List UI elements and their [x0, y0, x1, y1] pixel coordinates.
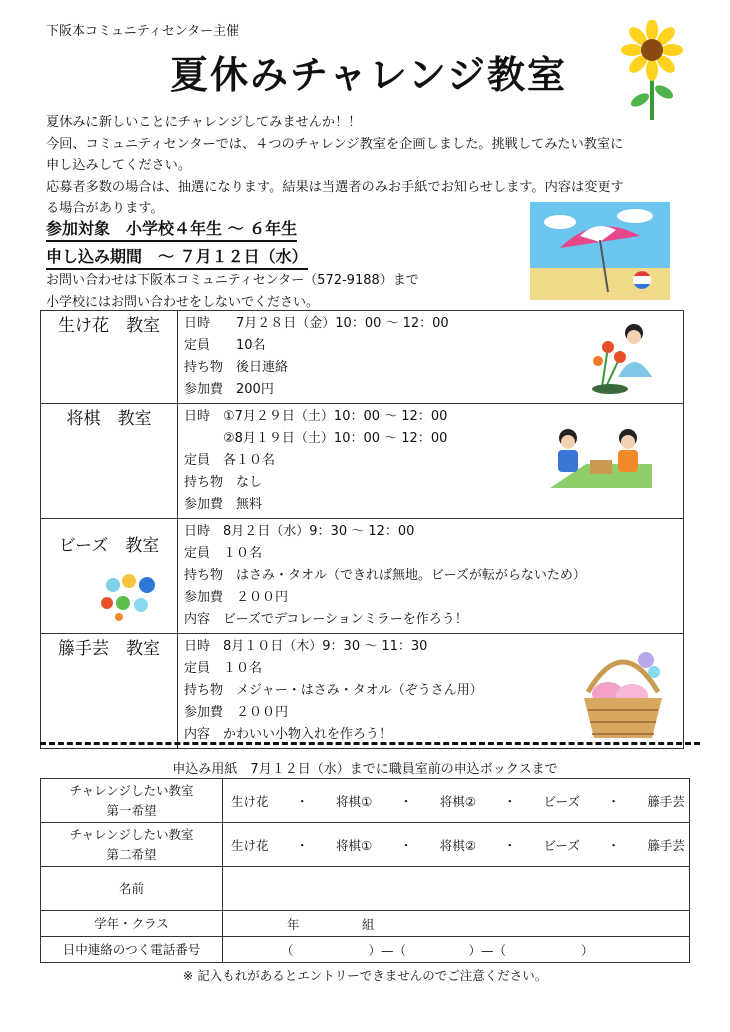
- second-choice-label: [41, 823, 223, 867]
- form-note: ※ 記入もれがあるとエントリーできませんのでご注意ください。: [182, 968, 548, 983]
- name-field[interactable]: [223, 867, 690, 911]
- detail-line: 日時 8月２日（水）9：30 ～ 12：00: [184, 524, 415, 539]
- detail-line: 参加費 ２００円: [184, 590, 289, 605]
- class-name: ビーズ 教室: [58, 536, 160, 556]
- form-row: [41, 867, 690, 911]
- application-form: [40, 778, 690, 963]
- form-row: [41, 937, 690, 963]
- beads-icon: [99, 569, 165, 621]
- class-row: [41, 311, 684, 404]
- detail-line: 持ち物 はさみ・タオル（できれば無地。ビーズが転がらないため）: [184, 568, 586, 583]
- option-shogi-1[interactable]: 将棋①: [336, 793, 373, 809]
- option-beads[interactable]: ビーズ: [543, 793, 580, 809]
- option-rattan[interactable]: 籐手芸: [647, 837, 685, 853]
- label-line: 第二希望: [106, 846, 157, 862]
- notice-line: 小学校にはお問い合わせをしないでください。: [46, 295, 320, 310]
- class-name-cell: [41, 519, 178, 634]
- intro-line: 応募者多数の場合は、抽選になります。結果は当選者のみお手紙でお知らせします。内容は変更す: [46, 179, 624, 195]
- class-row: [41, 519, 684, 634]
- shogi-players-icon: [546, 424, 656, 494]
- class-name: 生け花 教室: [41, 311, 178, 404]
- class-details: [178, 404, 684, 519]
- separator: ・: [399, 793, 413, 809]
- option-shogi-2[interactable]: 将棋②: [439, 837, 476, 853]
- separator: ・: [607, 793, 620, 809]
- beach-umbrella-icon: [530, 202, 670, 300]
- option-ikebana[interactable]: 生け花: [231, 837, 269, 853]
- phone-label: 日中連絡のつく電話番号: [41, 937, 223, 963]
- separator: ・: [607, 837, 620, 853]
- first-choice-options[interactable]: [223, 779, 690, 823]
- intro-line: 夏休みに新しいことにチャレンジしてみませんか！！: [46, 115, 362, 130]
- detail-line: 参加費 200円: [184, 382, 274, 397]
- phone-field[interactable]: （ ）—（ ）—（ ）: [223, 937, 690, 963]
- page-title: 夏休みチャレンジ教室: [170, 53, 567, 97]
- class-details: [178, 311, 684, 404]
- detail-line: 日時 7月２８日（金）10：00 ～ 12：00: [184, 316, 449, 331]
- contact-line: お問い合わせは下阪本コミュニティセンター（572-9188）まで: [46, 273, 419, 288]
- detail-line: 定員 １０名: [184, 546, 263, 561]
- sunflower-icon: [616, 20, 688, 124]
- class-row: [41, 404, 684, 519]
- detail-line: 持ち物 なし: [184, 475, 263, 490]
- grade-field[interactable]: 年 組: [223, 911, 690, 937]
- detail-line: 内容 ビーズでデコレーションミラーを作ろう！: [184, 612, 468, 627]
- separator: ・: [296, 837, 309, 853]
- detail-line: 定員 10名: [184, 338, 266, 353]
- form-row: [41, 911, 690, 937]
- name-label: 名前: [41, 867, 223, 911]
- option-shogi-2[interactable]: 将棋②: [439, 793, 476, 809]
- detail-line: 内容 かわいい小物入れを作ろう！: [184, 727, 393, 742]
- basket-icon: [578, 638, 668, 742]
- form-row: [41, 779, 690, 823]
- intro-line: 申し込みしてください。: [46, 158, 192, 173]
- option-ikebana[interactable]: 生け花: [231, 793, 269, 809]
- form-row: [41, 823, 690, 867]
- class-name: 将棋 教室: [41, 404, 178, 519]
- detail-line: 日時 8月１０日（木）9：30 ～ 11：30: [184, 639, 428, 654]
- cut-line: [40, 742, 700, 745]
- label-line: チャレンジしたい教室: [69, 826, 194, 842]
- first-choice-label: [41, 779, 223, 823]
- intro-line: る場合があります。: [46, 201, 164, 216]
- detail-line: 参加費 無料: [184, 497, 263, 512]
- second-choice-options[interactable]: [223, 823, 690, 867]
- class-details: [178, 519, 684, 634]
- detail-line: 持ち物 後日連絡: [184, 360, 289, 375]
- separator: ・: [296, 793, 309, 809]
- class-name: 籐手芸 教室: [41, 634, 178, 749]
- option-beads[interactable]: ビーズ: [543, 837, 580, 853]
- option-shogi-1[interactable]: 将棋①: [336, 837, 373, 853]
- detail-line: 日時 ①7月２９日（土）10：00 ～ 12：00: [184, 409, 448, 424]
- class-details: [178, 634, 684, 749]
- class-row: [41, 634, 684, 749]
- detail-line: 定員 各１０名: [184, 453, 276, 468]
- contact-info: [46, 270, 419, 314]
- separator: ・: [503, 793, 516, 809]
- label-line: 第一希望: [106, 802, 157, 818]
- application-period: 申し込み期間 ～ ７月１２日（水）: [46, 244, 308, 270]
- detail-line: ②8月１９日（土）10：00 ～ 12：00: [184, 431, 448, 446]
- class-table: [40, 310, 684, 749]
- form-heading: 申込み用紙 7月１２日（水）までに職員室前の申込ボックスまで: [172, 762, 558, 777]
- separator: ・: [399, 837, 413, 853]
- separator: ・: [503, 837, 516, 853]
- target-audience: 参加対象 小学校４年生 ～ ６年生: [46, 216, 297, 242]
- detail-line: 参加費 ２００円: [184, 705, 289, 720]
- intro-line: 今回、コミュニティセンターでは、４つのチャレンジ教室を企画しました。挑戦してみたい教室に: [46, 136, 624, 152]
- detail-line: 持ち物 メジャー・はさみ・タオル（ぞうさん用）: [184, 683, 483, 698]
- grade-label: 学年・クラス: [41, 911, 223, 937]
- label-line: チャレンジしたい教室: [69, 782, 194, 798]
- detail-line: 定員 １０名: [184, 661, 263, 676]
- flower-arrangement-icon: [588, 317, 660, 397]
- option-rattan[interactable]: 籐手芸: [647, 793, 685, 809]
- sponsor-text: 下阪本コミュニティセンター主催: [46, 24, 240, 39]
